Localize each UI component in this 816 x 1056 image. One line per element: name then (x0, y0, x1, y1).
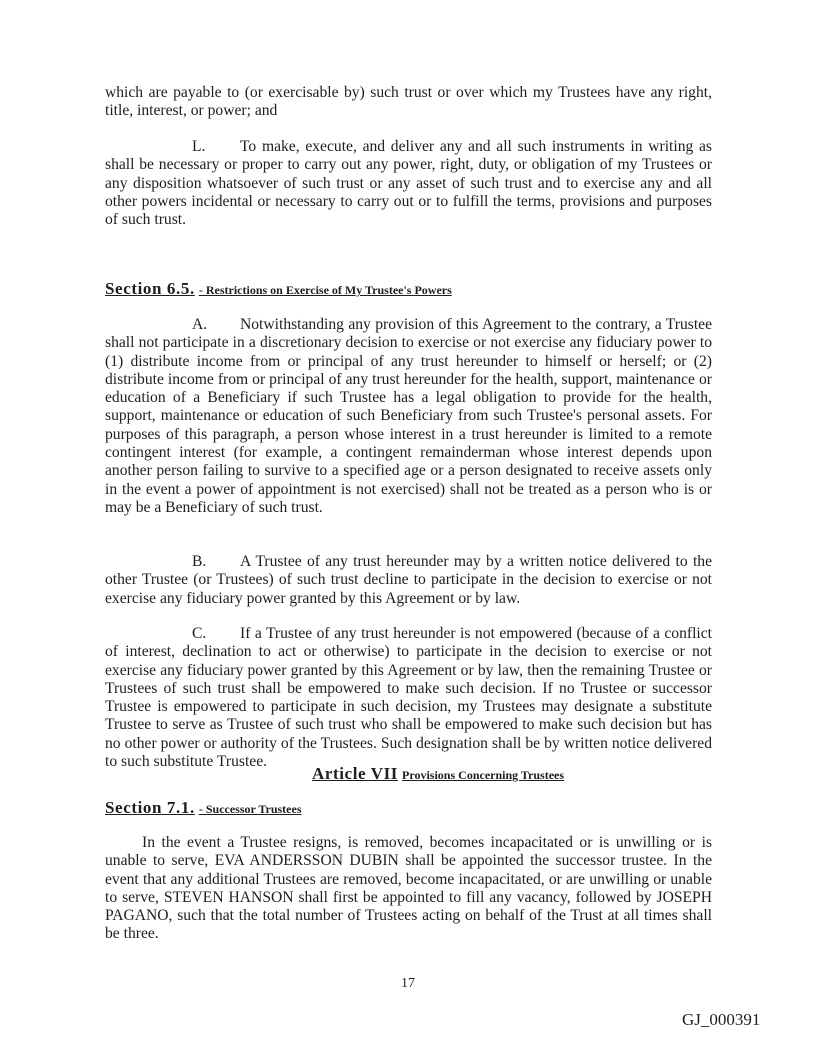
item-label: B. (192, 553, 207, 570)
item-text: A Trustee of any trust hereunder may by a written notice delivered to the other Trustee (or Trustees) of such trust decline to participate in the decision to exercise or not exercise any fiduciary power granted by this Agreement or by law. (105, 553, 712, 607)
item-text: Notwithstanding any provision of this Agreement to the contrary, a Trustee shall not participate in a discretionary decision to exercise or not exercise any fiduciary power to (1) distribute income from or principal of any trust hereunder to himself or herself; or (2) distribute income from or principal of any trust hereunder for the health, support, maintenance or education of a Beneficiary if such Trustee has a legal obligation to provide for the health, support, maintenance or education of such Beneficiary from such Trustee's personal assets. For purposes of this paragraph, a person whose interest in a trust hereunder is limited to a remote contingent interest (for example, a contingent remainderman whose interest depends upon another person failing to survive to a specified age or a person designated to receive assets only in the event a power of appointment is not exercised) shall not be treated as a person who is or may be a Beneficiary of such trust. (105, 316, 712, 516)
bates-number: GJ_000391 (682, 1010, 761, 1029)
section-7-1-paragraph: In the event a Trustee resigns, is removed, becomes incapacitated or is unwilling or is unable to serve, EVA ANDERSSON DUBIN shall be appointed the successor trustee. In the event that any additional Trustees are removed, become incapacitated, or are unwilling or unable to serve, STEVEN HANSON shall first be appointed to fill any vacancy, followed by JOSEPH PAGANO, such that the total number of Trustees acting on behalf of the Trust at all times shall be three. (105, 834, 712, 943)
item-A-paragraph (105, 316, 712, 517)
page-number: 17 (401, 976, 415, 991)
article-title: Provisions Concerning Trustees (402, 768, 565, 782)
item-label: L. (192, 138, 206, 155)
article-7-heading (0, 764, 816, 784)
continuation-paragraph: which are payable to (or exercisable by) such trust or over which my Trustees have any right, title, interest, or power; and (105, 84, 712, 120)
item-L-paragraph (105, 138, 712, 229)
section-number: Section 6.5. (105, 279, 195, 298)
item-B-paragraph (105, 553, 712, 608)
section-7-1-heading (105, 798, 302, 818)
article-number: Article VII (311, 764, 399, 783)
item-label: C. (192, 625, 207, 642)
item-text: If a Trustee of any trust hereunder is not empowered (because of a conflict of interest, declination to act or otherwise) to participate in the decision to exercise or not exercise any fiduciary power granted by this Agreement or by law, then the remaining Trustee or Trustees of such trust shall be empowered to make such decision. If no Trustee or successor Trustee is empowered to participate in such decision, my Trustees may designate a substitute Trustee to serve as Trustee of such trust who shall be empowered to make such decision but has no other power or authority of the Trustees. Such designation shall be by written notice delivered to such substitute Trustee. (105, 625, 712, 771)
section-title: - Successor Trustees (198, 802, 302, 816)
section-title: - Restrictions on Exercise of My Trustee's Powers (198, 283, 452, 297)
section-6-5-heading (105, 279, 452, 299)
item-label: A. (192, 316, 208, 333)
item-text: To make, execute, and deliver any and all such instruments in writing as shall be necessary or proper to carry out any power, right, duty, or obligation of my Trustees or any disposition whatsoever of such trust or any asset of such trust and to exercise any and all other powers incidental or necessary to carry out or to fulfill the terms, provisions and purposes of such trust. (105, 138, 712, 229)
section-number: Section 7.1. (105, 798, 195, 817)
item-C-paragraph (105, 625, 712, 771)
